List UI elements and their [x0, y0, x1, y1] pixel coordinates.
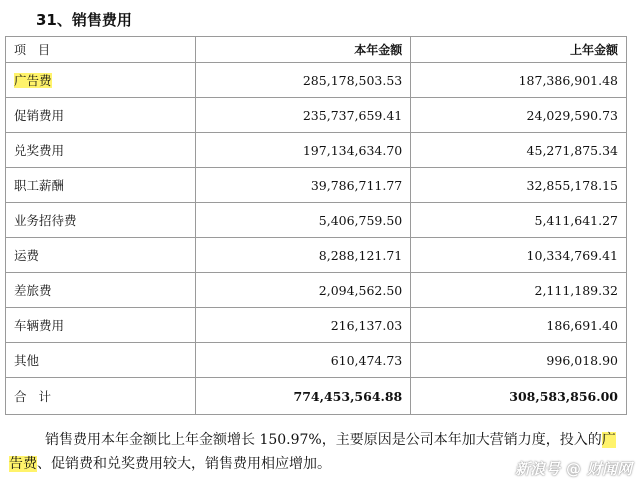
header-prior-year: 上年金额: [411, 37, 627, 63]
weibo-at-icon: @: [565, 459, 581, 478]
table-row: [6, 203, 627, 238]
row-current: 610,474.73: [195, 343, 411, 378]
watermark-brand: 新浪号: [514, 460, 560, 478]
table-row: [6, 133, 627, 168]
total-current: 774,453,564.88: [195, 378, 411, 415]
note-text-2: 、促销费和兑奖费用较大，销售费用相应增加。: [37, 456, 331, 472]
watermark-source: 财闻网: [586, 460, 632, 478]
table-row: [6, 308, 627, 343]
table-row: [6, 238, 627, 273]
row-prior: 996,018.90: [411, 343, 627, 378]
section-title: 31、销售费用: [36, 11, 132, 29]
row-item: 差旅费: [6, 273, 196, 308]
row-prior: 32,855,178.15: [411, 168, 627, 203]
highlighted-text: 广告费: [14, 73, 52, 88]
row-prior: 187,386,901.48: [411, 63, 627, 98]
header-item: 项目: [6, 37, 196, 63]
row-item: 兑奖费用: [6, 133, 196, 168]
row-current: 2,094,562.50: [195, 273, 411, 308]
total-prior: 308,583,856.00: [411, 378, 627, 415]
row-prior: 45,271,875.34: [411, 133, 627, 168]
table-row: [6, 63, 627, 98]
row-prior: 2,111,189.32: [411, 273, 627, 308]
watermark: [515, 458, 632, 479]
total-label: 合计: [6, 378, 196, 415]
table-row: [6, 273, 627, 308]
row-item: [6, 63, 196, 98]
table-total-row: [6, 378, 627, 415]
table-row: [6, 343, 627, 378]
row-prior: 24,029,590.73: [411, 98, 627, 133]
row-prior: 5,411,641.27: [411, 203, 627, 238]
row-prior: 186,691.40: [411, 308, 627, 343]
sales-expense-table: [5, 36, 627, 415]
row-item: 车辆费用: [6, 308, 196, 343]
row-item: 运费: [6, 238, 196, 273]
row-current: 197,134,634.70: [195, 133, 411, 168]
row-current: 5,406,759.50: [195, 203, 411, 238]
row-current: 235,737,659.41: [195, 98, 411, 133]
row-current: 39,786,711.77: [195, 168, 411, 203]
table-row: [6, 168, 627, 203]
table-header-row: [6, 37, 627, 63]
row-item: 职工薪酬: [6, 168, 196, 203]
row-item: 促销费用: [6, 98, 196, 133]
row-item: 业务招待费: [6, 203, 196, 238]
highlighted-text: 广告费: [9, 432, 616, 472]
header-current-year: 本年金额: [195, 37, 411, 63]
row-current: 285,178,503.53: [195, 63, 411, 98]
row-current: 216,137.03: [195, 308, 411, 343]
row-item: 其他: [6, 343, 196, 378]
row-prior: 10,334,769.41: [411, 238, 627, 273]
note-text-1: 销售费用本年金额比上年金额增长 150.97%，主要原因是公司本年加大营销力度，投入的: [45, 432, 602, 448]
row-current: 8,288,121.71: [195, 238, 411, 273]
table-row: [6, 98, 627, 133]
